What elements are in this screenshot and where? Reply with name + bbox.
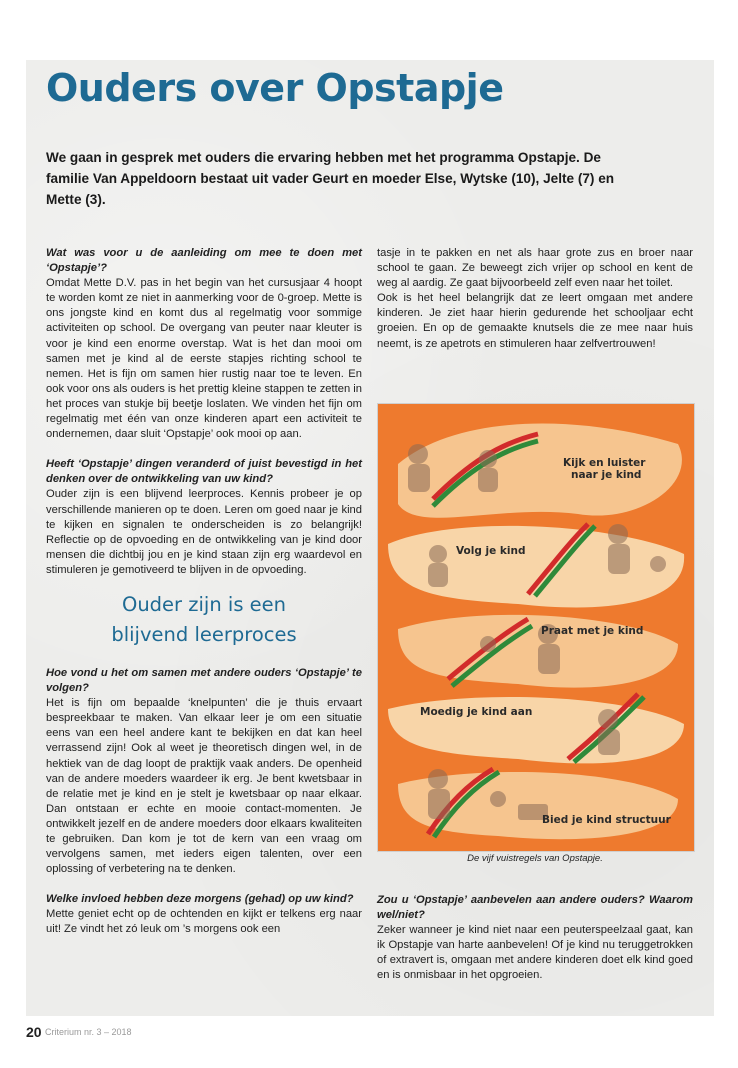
right-column-bottom bbox=[377, 893, 693, 984]
answer-4-continued-2: Ook is het heel belangrijk dat ze leert omgaan met andere kinderen. Je ziet haar hierin gedurende het schooljaar echt groeien. En op de gemaakte knutsels die ze mee naar huis neemt, is ze apetrots en stimuleren haar zelfvertrouwen! bbox=[377, 292, 693, 350]
right-column-top bbox=[377, 246, 693, 352]
figure-label-2: Volg je kind bbox=[456, 545, 526, 557]
article-intro: We gaan in gesprek met ouders die ervaring hebben met het programma Opstapje. De familie Van Appeldoorn bestaat uit vader Geurt en moeder Else, Wytske (10), Jelte (7) en Mette (3). bbox=[46, 150, 615, 207]
answer-3: Het is fijn om bepaalde ‘knelpunten’ die je thuis ervaart bespreekbaar te maken. Van elkaar leer je om een situatie eens van een heel andere kant te bekijken en dat kan heel verrassend zijn! Ook al weet je theoretisch dingen wel, in de hektiek van de dag loopt de praktijk vaak anders. De openheid van de andere moeders waardeer ik erg. Je bent kwetsbaar in de relatie met je kind en je stelt je kwetsbaar op naar elkaar. Dan ontstaan er echte en mooie contact-momenten. Je ontwikkelt jezelf en de andere moeders door elkaars kwaliteiten te gebruiken. Dan kom je tot de kern van een vraag om vervolgens samen, met ieders eigen talenten, over een oplossing of verbetering na te denken. bbox=[46, 697, 362, 876]
figure-label-1a: Kijk en luister bbox=[563, 457, 646, 469]
answer-5: Zeker wanneer je kind niet naar een peuterspeelzaal gaat, kan ik Opstapje van harte aanbevelen! Of je kind nu teruggetrokken of extravert is, omgaan met andere kinderen doet elk kind goed en is onmisbaar in het opgroeien. bbox=[377, 924, 693, 982]
figure-caption: De vijf vuistregels van Opstapje. bbox=[467, 853, 603, 864]
illustration-svg bbox=[378, 404, 694, 851]
question-5: Zou u ‘Opstapje’ aanbevelen aan andere ouders? Waarom wel/niet? bbox=[377, 894, 693, 922]
question-1: Wat was voor u de aanleiding om mee te doen met ‘Opstapje’? bbox=[46, 247, 362, 275]
figure-label-5: Bied je kind structuur bbox=[542, 814, 671, 826]
answer-4: Mette geniet echt op de ochtenden en kijkt er telkens erg naar uit! Ze vindt het zó leuk om ’s morgens ook een bbox=[46, 908, 362, 936]
question-3: Hoe vond u het om samen met andere ouders ‘Opstapje’ te volgen? bbox=[46, 666, 362, 695]
question-4: Welke invloed hebben deze morgens (gehad) op uw kind? bbox=[46, 893, 354, 906]
illustration-five-rules bbox=[377, 403, 695, 852]
answer-2: Ouder zijn is een blijvend leerproces. Kennis probeer je op verschillende manieren op te doen. Leren om goed naar je kind te kijken en signalen te onderscheiden is zo belangrijk! Reflectie op de opvoeding en de ontwikkeling van je kind door mensen die dichtbij jou en je kind staan zijn erg waardevol en stimuleren je gemotiveerd te blijven in de opvoeding. bbox=[46, 488, 362, 576]
figure-label-4: Moedig je kind aan bbox=[420, 706, 533, 718]
article-title: Ouders over Opstapje bbox=[46, 66, 504, 110]
answer-4-continued: tasje in te pakken en net als haar grote zus en broer naar school te gaan. Ze beweegt zich vrijer op school en kent de weg al aardig. Ze gaat bijvoorbeeld zelf even naar het toilet. bbox=[377, 247, 693, 290]
publication-info: Criterium nr. 3 – 2018 bbox=[45, 1027, 132, 1037]
figure-label-3: Praat met je kind bbox=[541, 625, 644, 637]
pull-quote-line-2: blijvend leerproces bbox=[111, 622, 297, 646]
pull-quote-line-1: Ouder zijn is een bbox=[121, 592, 287, 616]
question-2: Heeft ‘Opstapje’ dingen veranderd of juist bevestigd in het denken over de ontwikkeling van uw kind? bbox=[46, 458, 362, 486]
pull-quote bbox=[46, 590, 362, 650]
left-column bbox=[46, 246, 362, 938]
page-number: 20 bbox=[26, 1024, 42, 1040]
answer-1: Omdat Mette D.V. pas in het begin van het cursusjaar 4 hoopt te worden komt ze niet in aanmerking voor de 0-groep. Mette is ons jongste kind en komt dus al regelmatig voor sommige activiteiten op school. De overgang van peuter naar kleuter is voor je kind een enorme overstap. Wat is het dan mooi om samen met je kind al de eerste stapjes richting school te nemen. Het is fijn om samen hier rustig naar toe te leven. En ook voor ons als ouders is het prettig kleine stappen te zetten in het proces van stukje bij beetje loslaten. We vinden het fijn om regelmatig met één van onze kinderen apart een activiteit te ondernemen, daar sluit ‘Opstapje’ ook mooi op aan. bbox=[46, 277, 362, 441]
figure-label-1b: naar je kind bbox=[571, 469, 642, 481]
